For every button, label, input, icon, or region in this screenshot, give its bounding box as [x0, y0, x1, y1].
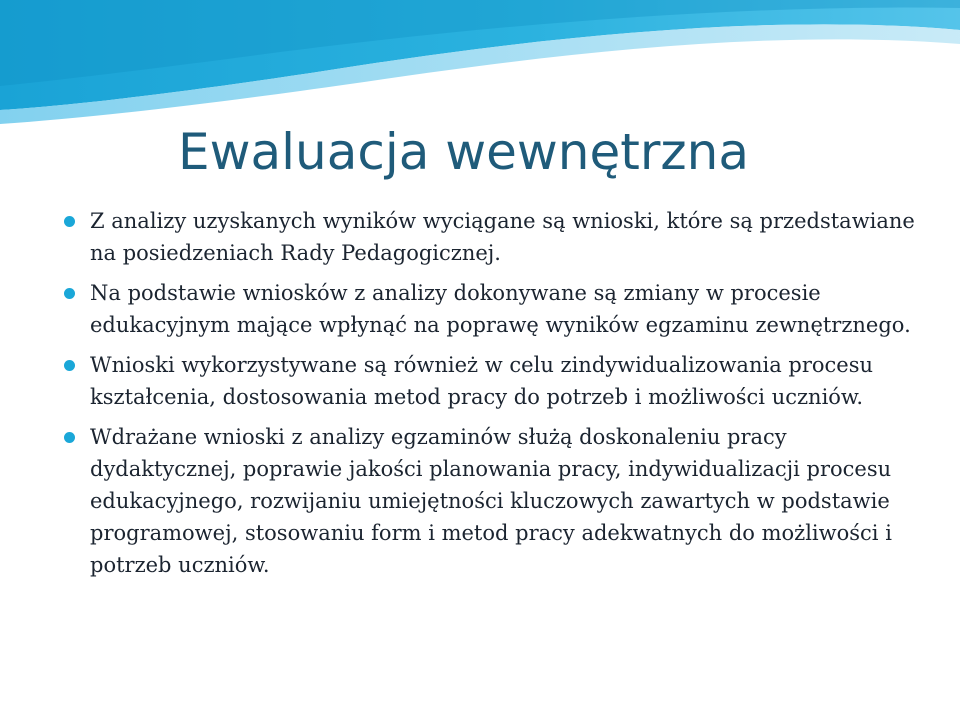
bullet-dot-icon	[64, 216, 75, 227]
bullet-text: Na podstawie wniosków z analizy dokonywane są zmiany w procesie edukacyjnym mające wpłynąć na poprawę wyników egzaminu zewnętrznego.	[90, 281, 911, 337]
slide-title: Ewaluacja wewnętrzna	[178, 123, 749, 181]
bullet-item	[90, 421, 920, 581]
bullet-text: Z analizy uzyskanych wyników wyciągane są wnioski, które są przedstawiane na posiedzeniach Rady Pedagogicznej.	[90, 209, 915, 265]
header-wave-decoration	[0, 0, 960, 130]
bullet-dot-icon	[64, 288, 75, 299]
bullet-item	[90, 277, 920, 341]
bullet-item	[90, 205, 920, 269]
bullet-dot-icon	[64, 360, 75, 371]
bullet-list	[90, 205, 920, 589]
bullet-text: Wnioski wykorzystywane są również w celu zindywidualizowania procesu kształcenia, dostosowania metod pracy do potrzeb i możliwości uczniów.	[90, 353, 874, 409]
bullet-dot-icon	[64, 432, 75, 443]
bullet-text: Wdrażane wnioski z analizy egzaminów służą doskonaleniu pracy dydaktycznej, poprawie jakości planowania pracy, indywidualizacji procesu edukacyjnego, rozwijaniu umiejętności kluczowych zawartych w podstawie programowej, stosowaniu form i metod pracy adekwatnych do możliwości i potrzeb uczniów.	[90, 425, 892, 577]
bullet-item	[90, 349, 920, 413]
